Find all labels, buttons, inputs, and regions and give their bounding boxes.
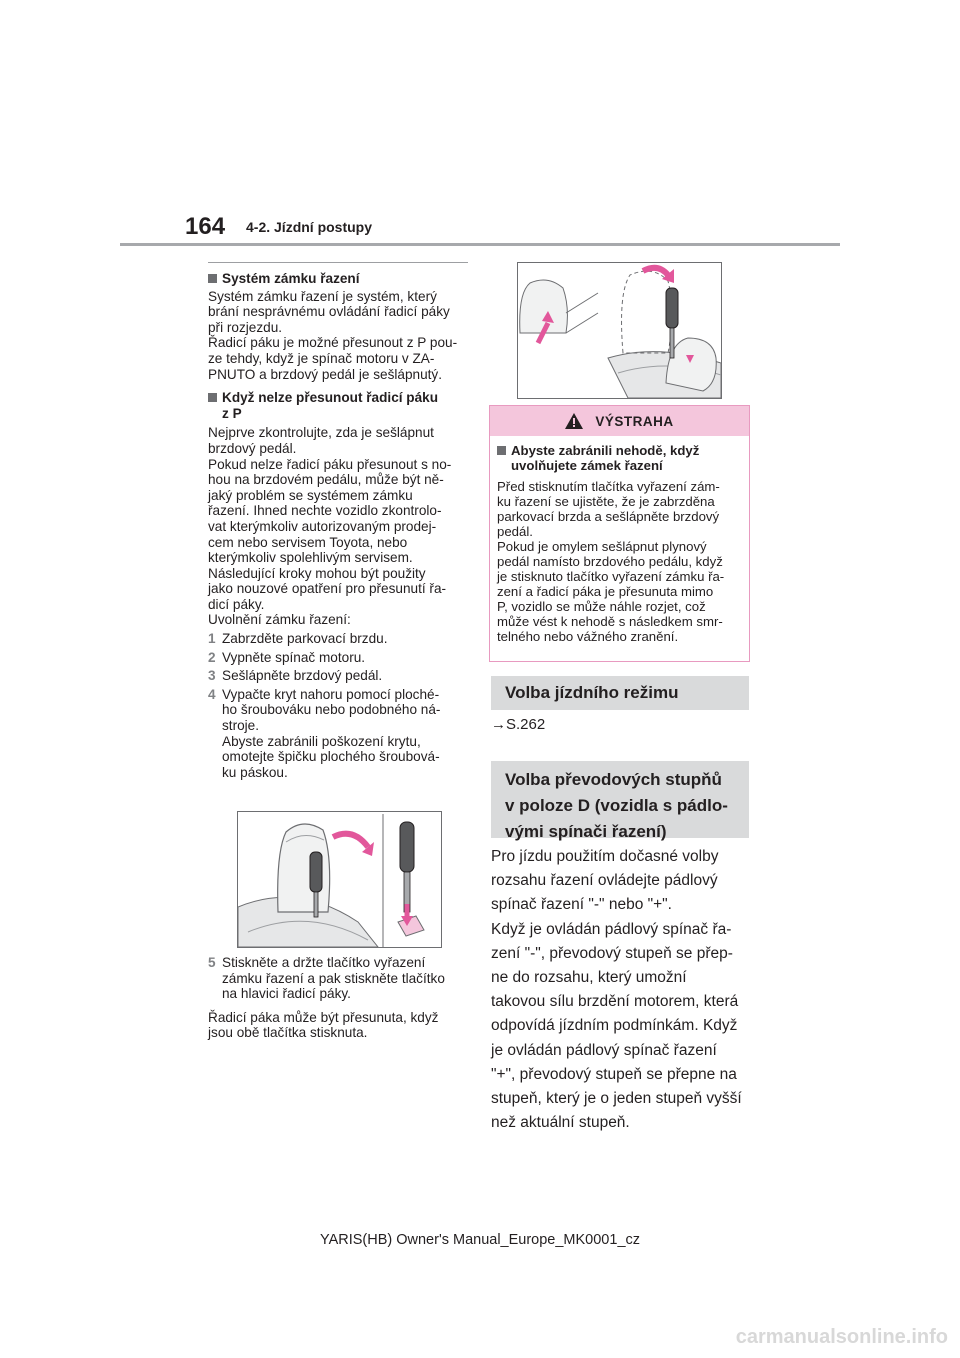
warning-body bbox=[490, 436, 749, 644]
warning-triangle-icon bbox=[565, 413, 583, 429]
drive-mode-heading: Volba jízdního režimu bbox=[491, 676, 749, 710]
square-bullet-icon bbox=[208, 274, 217, 283]
gear-selection-text: Pro jízdu použitím dočasné volby rozsahu řazení ovládejte pádlový spínač řazení "-" nebo "+". Když je ovládán pádlový spínač řa- zení "-", převodový stupeň se přep- ne do rozsahu, který umožní takovou sílu brzdění motorem, která odpovídá jízdním podmínkám. Když je ovládán pádlový spínač řazení "+", převodový stupeň se přepne na stupeň, který je o jeden stupeň vyšší než aktuální stupeň. bbox=[491, 848, 742, 1132]
step-5: 5 Stiskněte a držte tlačítko vyřazení zámku řazení a pak stiskněte tlačítko na hlavici řadicí páky. bbox=[208, 955, 445, 1002]
square-bullet-icon bbox=[497, 446, 506, 455]
left-column bbox=[208, 262, 468, 780]
shift-lock-release-drawing bbox=[518, 263, 721, 398]
drive-mode-reference[interactable] bbox=[491, 716, 545, 733]
gear-selection-heading: Volba převodových stupňů v poloze D (vozidla s pádlo- vými spínači řazení) bbox=[491, 761, 749, 838]
shift-lock-heading: Systém zámku řazení bbox=[208, 271, 468, 287]
section-title: 4-2. Jízdní postupy bbox=[246, 219, 373, 235]
header-rule bbox=[120, 243, 840, 246]
cannot-shift-text: Nejprve zkontrolujte, zda je sešlápnut brzdový pedál. Pokud nelze řadicí páku přesunout s no- hou na brzdovém pedálu, může být ně- jaký problém se systémem zámku řazení. Ihned nechte vozidlo zkontrolo- vat kterýmkoliv autorizovaným prodej- cem nebo servisem Toyota, nebo kterýmkoliv spolehlivým servisem. Následující kroky mohou být použity jako nouzové opatření pro přesunutí řa- dicí páky. Uvolnění zámku řazení: bbox=[208, 425, 452, 628]
left-column-bottom bbox=[208, 955, 468, 1041]
page-number: 164 bbox=[185, 213, 226, 240]
shift-lever-screwdriver-illustration bbox=[238, 812, 441, 947]
cover-removal-illustration bbox=[237, 811, 442, 948]
warning-text: Před stisknutím tlačítka vyřazení zám- ku řazení se ujistěte, že je zabrzděna parkovací brzda a sešlápněte brzdový pedál. Pokud je omylem sešlápnut plynový pedál namísto brzdového pedálu, když je stisknuto tlačítko vyřazení zámku řa- zení a řadicí páka je přesunuta mimo P, vozidlo se může náhle rozjet, což může vést k nehodě s následkem smr- telného nebo vážného zranění. bbox=[497, 479, 725, 644]
step-1: 1 Zabrzděte parkovací brzdu. bbox=[208, 631, 388, 647]
step-4: 4 Vypačte kryt nahoru pomocí ploché- ho šroubováku nebo podobného ná- stroje. Abyste zabránili poškození krytu, omotejte špičku plochého šroubová- ku páskou. bbox=[208, 686, 441, 780]
step-2: 2 Vypněte spínač motoru. bbox=[208, 649, 366, 665]
cannot-shift-heading: Když nelze přesunout řadicí páku z P bbox=[208, 390, 468, 421]
arrow-right-icon: → bbox=[491, 716, 506, 733]
warning-title: VÝSTRAHA bbox=[595, 413, 674, 429]
column-top-rule bbox=[208, 262, 468, 263]
watermark: carmanualsonline.info bbox=[735, 1326, 948, 1348]
shift-lock-release-illustration bbox=[517, 262, 722, 399]
warning-heading: Abyste zabránili nehodě, když uvolňujete zámek řazení bbox=[497, 443, 743, 473]
page-reference-link[interactable]: S.262 bbox=[506, 716, 546, 733]
square-bullet-icon bbox=[208, 393, 217, 402]
step-3: 3 Sešlápněte brzdový pedál. bbox=[208, 668, 383, 684]
page-footer: YARIS(HB) Owner's Manual_Europe_MK0001_cz bbox=[319, 1232, 641, 1248]
closing-text: Řadicí páka může být přesunuta, když jsou obě tlačítka stisknuta. bbox=[208, 1009, 439, 1041]
warning-title-bar bbox=[490, 406, 749, 436]
shift-lock-text: Systém zámku řazení je systém, který brání nesprávnému ovládání řadicí páky při rozjezdu. Řadicí páku je možné přesunout z P pou- ze tehdy, když je spínač motoru v ZA- PNUTO a brzdový pedál je sešlápnutý. bbox=[208, 288, 458, 382]
warning-box bbox=[489, 405, 750, 662]
